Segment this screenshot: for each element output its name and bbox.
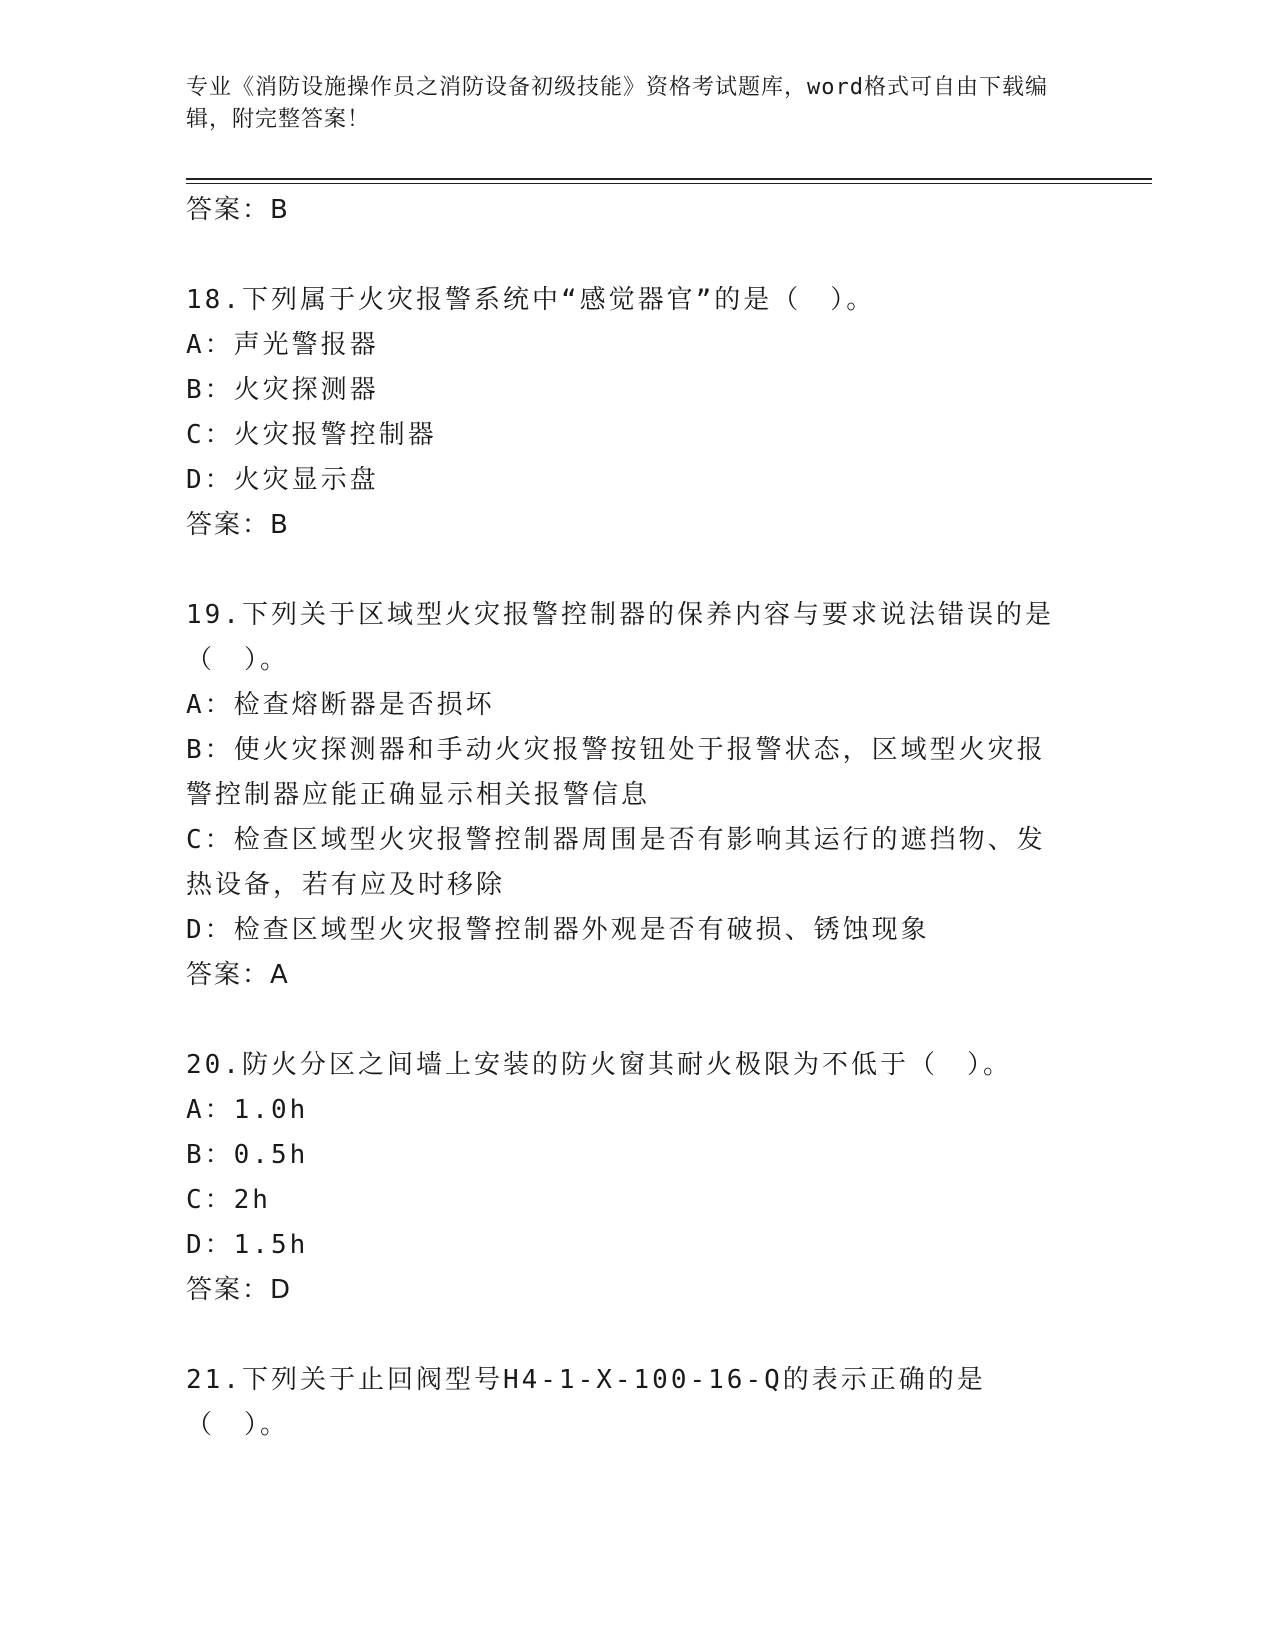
question-19 bbox=[186, 593, 1066, 997]
document-header: 专业《消防设施操作员之消防设备初级技能》资格考试题库，word格式可自由下载编辑，附完整答案！ bbox=[186, 75, 1048, 132]
spacer bbox=[186, 547, 1066, 593]
answer-17: 答案：B bbox=[186, 195, 290, 225]
question-text: 21.下列关于止回阀型号H4-1-X-100-16-Q的表示正确的是（ ）。 bbox=[186, 1365, 986, 1440]
option-a: A：声光警报器 bbox=[186, 330, 379, 360]
answer-20: 答案：D bbox=[186, 1275, 293, 1305]
spacer bbox=[186, 232, 1066, 278]
spacer bbox=[186, 997, 1066, 1043]
question-text: 19.下列关于区域型火灾报警控制器的保养内容与要求说法错误的是（ ）。 bbox=[186, 600, 1054, 675]
option-d: D：1.5h bbox=[186, 1230, 309, 1260]
question-list bbox=[186, 188, 1066, 1448]
option-c: C：检查区域型火灾报警控制器周围是否有影响其运行的遮挡物、发热设备，若有应及时移除 bbox=[186, 825, 1046, 900]
spacer bbox=[186, 1312, 1066, 1358]
question-20 bbox=[186, 1043, 1066, 1312]
answer-19: 答案：A bbox=[186, 960, 290, 990]
option-a: A：1.0h bbox=[186, 1095, 309, 1125]
option-b: B：0.5h bbox=[186, 1140, 309, 1170]
option-b: B：火灾探测器 bbox=[186, 375, 379, 405]
question-21 bbox=[186, 1358, 1066, 1448]
option-c: C：2h bbox=[186, 1185, 271, 1215]
option-a: A：检查熔断器是否损坏 bbox=[186, 690, 495, 720]
option-c: C：火灾报警控制器 bbox=[186, 420, 437, 450]
option-b: B：使火灾探测器和手动火灾报警按钮处于报警状态，区域型火灾报警控制器应能正确显示相关报警信息 bbox=[186, 735, 1046, 810]
question-text: 18.下列属于火灾报警系统中“感觉器官”的是（ ）。 bbox=[186, 285, 876, 315]
header-divider-thin bbox=[186, 183, 1152, 184]
option-d: D：火灾显示盘 bbox=[186, 465, 379, 495]
header-divider-thick bbox=[186, 178, 1152, 180]
question-18 bbox=[186, 278, 1066, 547]
answer-18: 答案：B bbox=[186, 510, 290, 540]
option-d: D：检查区域型火灾报警控制器外观是否有破损、锈蚀现象 bbox=[186, 915, 930, 945]
question-text: 20.防火分区之间墙上安装的防火窗其耐火极限为不低于（ ）。 bbox=[186, 1050, 1012, 1080]
